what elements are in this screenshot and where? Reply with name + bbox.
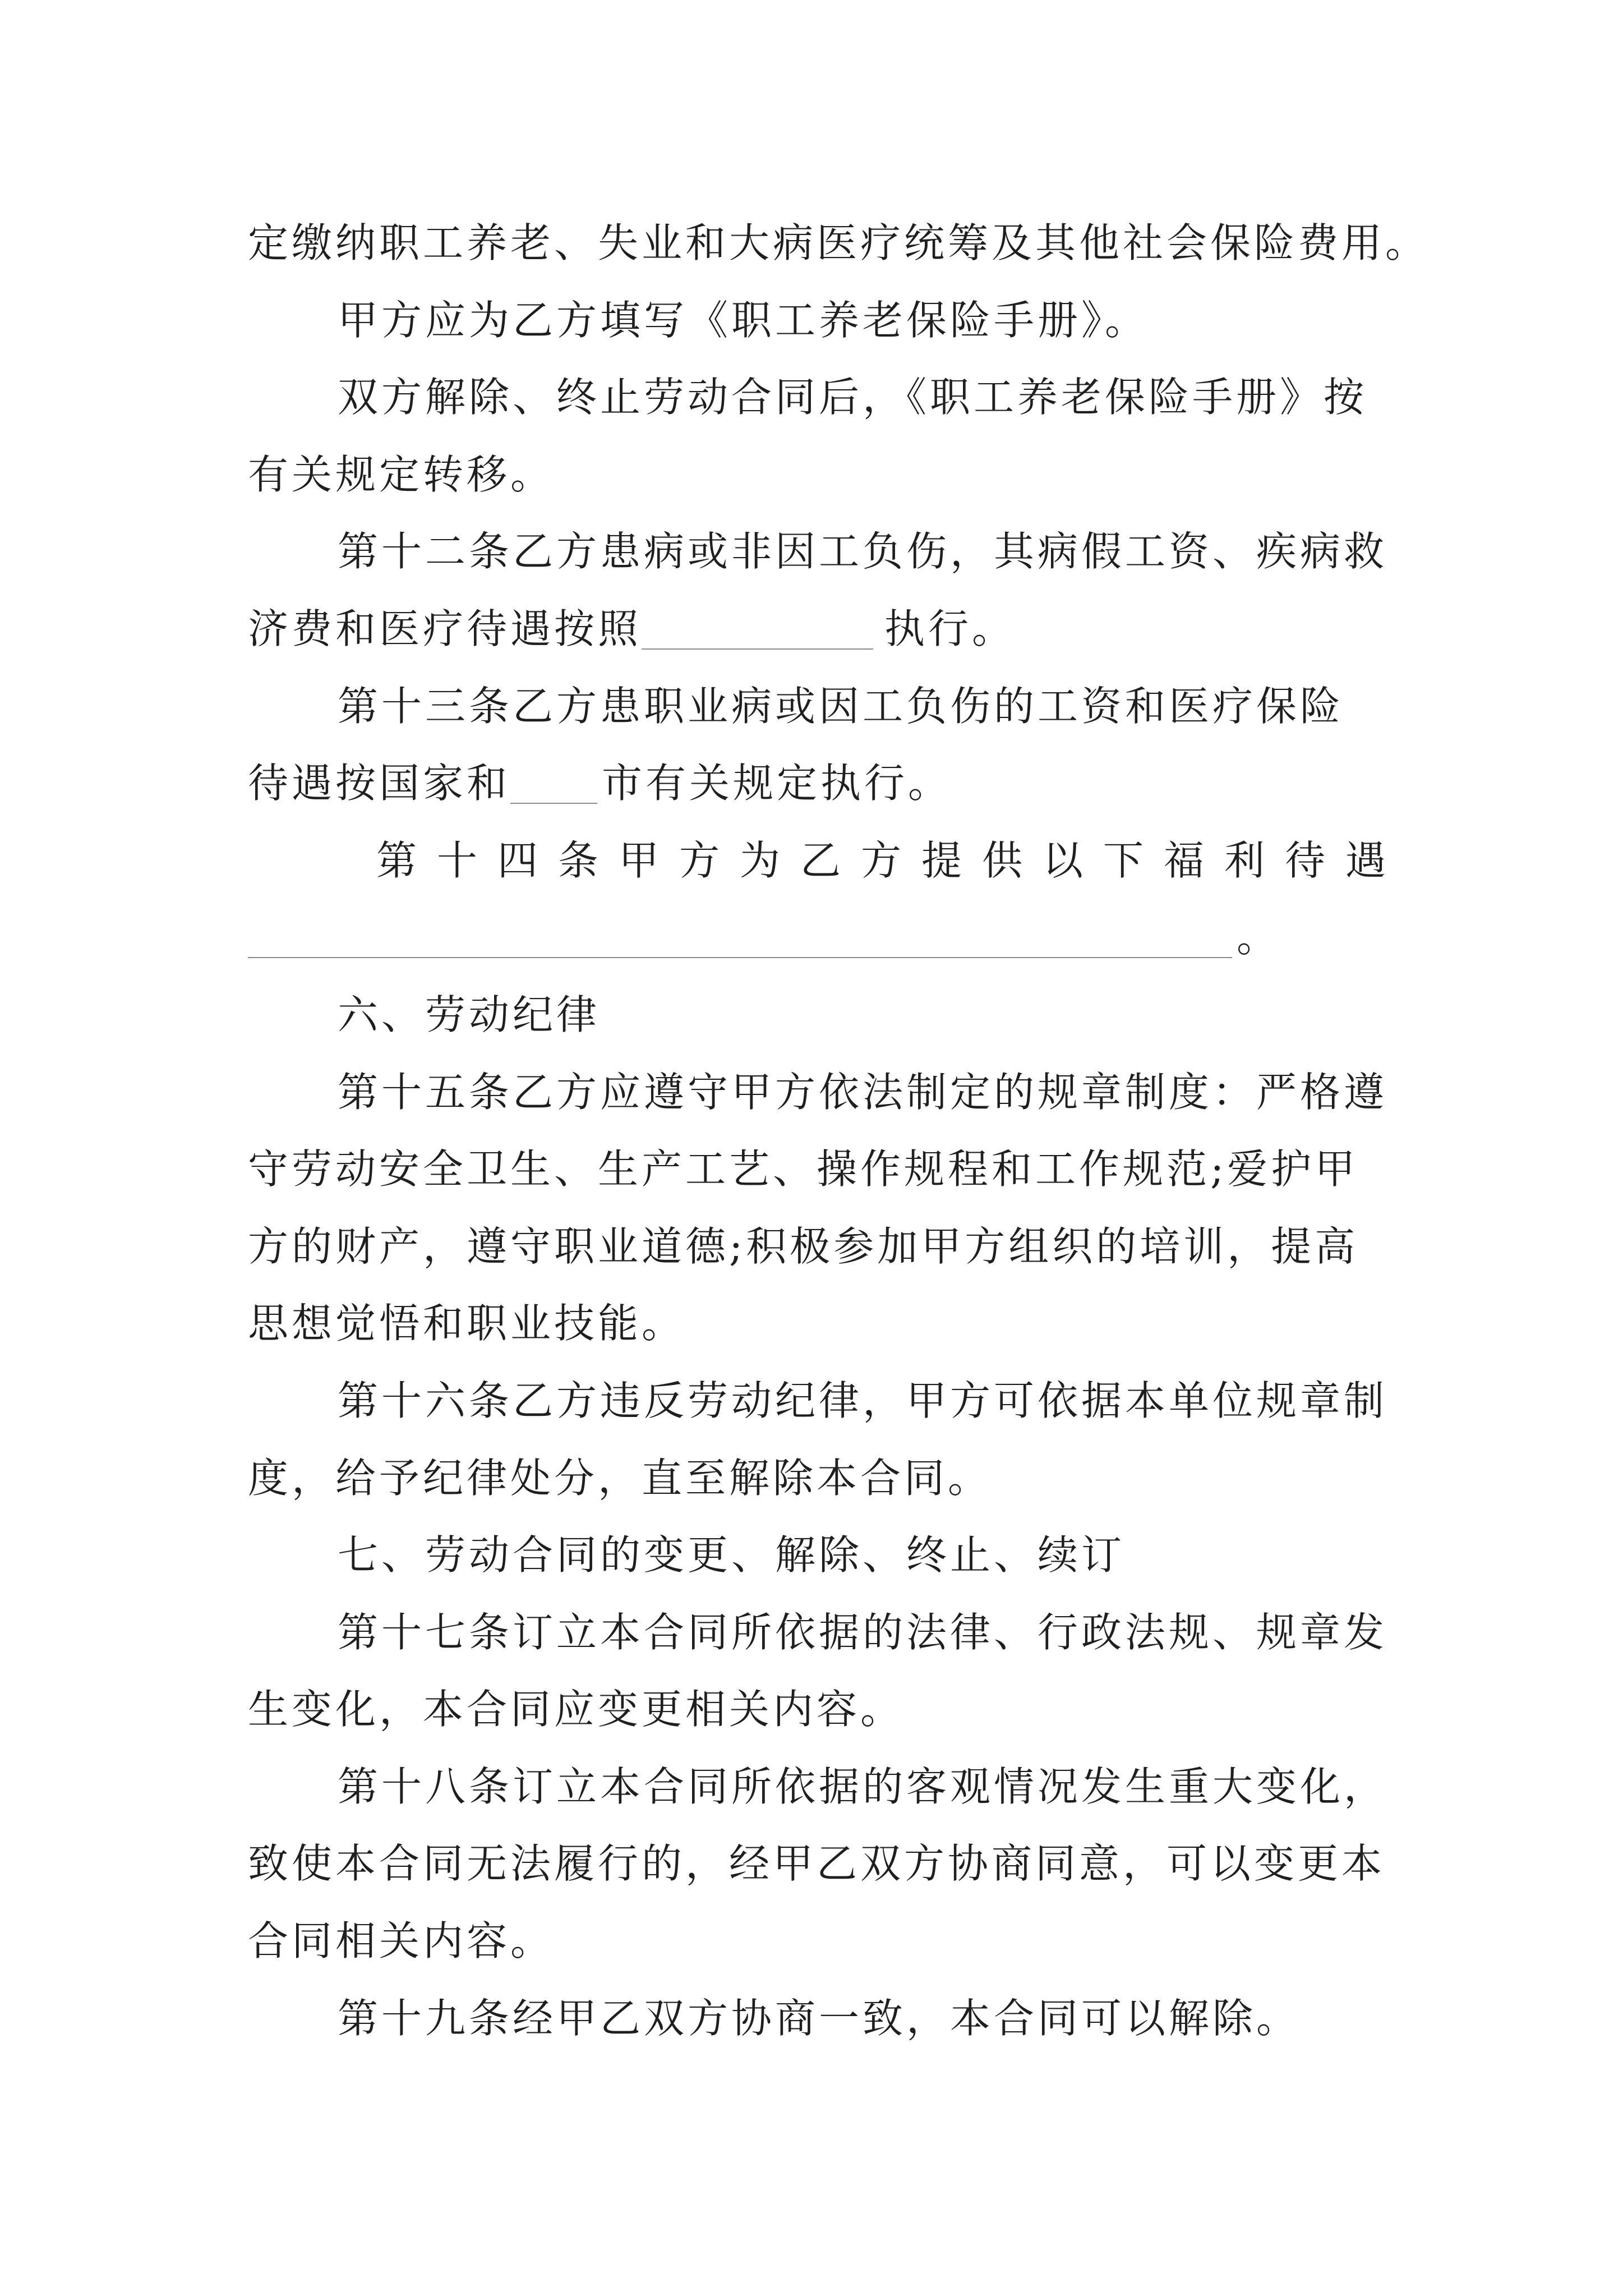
handbook-transfer-line-2: 有关规定转移。: [248, 450, 555, 498]
clause-18-line-3: 合同相关内容。: [248, 1917, 555, 1965]
clause-12-text-after-blank: 执行。: [884, 605, 1016, 652]
clause-19-line-1: 第十九条经甲乙双方协商一致，本合同可以解除。: [338, 1994, 1301, 2042]
clause-16-line-2: 度，给予纪律处分，直至解除本合同。: [248, 1454, 992, 1502]
clause-17-line-1: 第十七条订立本合同所依据的法律、行政法规、规章发: [338, 1608, 1388, 1656]
clause-14-period: 。: [1237, 914, 1281, 961]
section-7-heading: 七、劳动合同的变更、解除、终止、续订: [338, 1531, 1126, 1579]
clause-18-line-1: 第十八条订立本合同所依据的客观情况发生重大变化，: [338, 1763, 1388, 1810]
handbook-transfer-line-1: 双方解除、终止劳动合同后，《职工养老保险手册》按: [338, 374, 1368, 421]
clause-12-line-2: [248, 591, 1482, 668]
clause-16-line-1: 第十六条乙方违反劳动纪律，甲方可依据本单位规章制: [338, 1377, 1388, 1424]
clause-14-line-2: [248, 899, 1482, 977]
clause-15-line-3: 方的财产，遵守职业道德;积极参加甲方组织的培训，提高: [248, 1222, 1359, 1270]
clause-14-welfare-blank-field: [248, 957, 1232, 958]
clause-12-line-1: 第十二条乙方患病或非因工负伤，其病假工资、疾病救: [338, 528, 1388, 576]
clause-14-line-1: 第十四条甲方为乙方提供以下福利待遇: [376, 836, 1407, 884]
clause-12-text-before-blank: 济费和医疗待遇按照: [248, 605, 642, 652]
clause-13-city-blank-field: [510, 803, 597, 804]
clause-18-line-2: 致使本合同无法履行的，经甲乙双方协商同意，可以变更本: [248, 1840, 1386, 1888]
section-6-heading: 六、劳动纪律: [338, 991, 601, 1038]
contract-page-body: [248, 205, 1482, 2057]
clause-12-treatment-blank-field: [642, 648, 873, 650]
clause-13-line-2: [248, 745, 1482, 822]
clause-13-text-after-blank: 市有关规定执行。: [602, 760, 952, 807]
clause-15-line-1: 第十五条乙方应遵守甲方依法制定的规章制度：严格遵: [338, 1068, 1388, 1116]
clause-17-line-2: 生变化，本合同应变更相关内容。: [248, 1686, 905, 1733]
clause-13-text-before-blank: 待遇按国家和: [248, 760, 511, 807]
pension-handbook-paragraph: 甲方应为乙方填写《职工养老保险手册》。: [338, 296, 1149, 344]
clause-15-line-2: 守劳动安全卫生、生产工艺、操作规程和工作规范;爱护甲: [248, 1145, 1359, 1193]
clause-13-line-1: 第十三条乙方患职业病或因工负伤的工资和医疗保险: [338, 682, 1344, 730]
clause-11-tail-line: 定缴纳职工养老、失业和大病医疗统筹及其他社会保险费用。: [248, 219, 1430, 266]
clause-15-line-4: 思想觉悟和职业技能。: [248, 1300, 686, 1347]
